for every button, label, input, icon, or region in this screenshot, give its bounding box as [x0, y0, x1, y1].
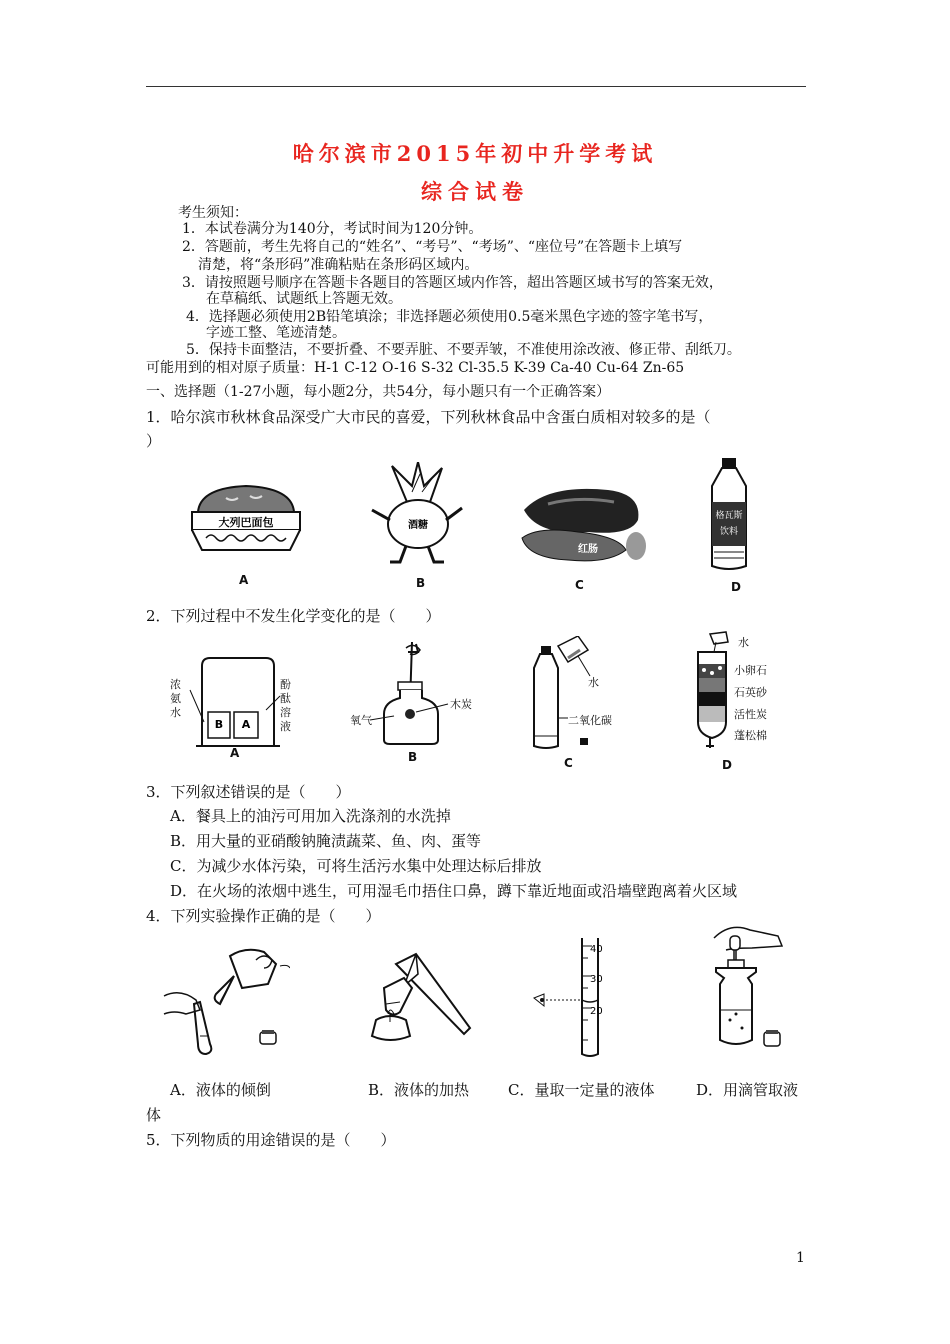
q3-option-c: C．为减少水体污染，可将生活污水集中处理达标后排放 — [170, 857, 542, 875]
q4-option-d: D．用滴管取液 — [696, 1081, 799, 1099]
tick-40: 40 — [590, 944, 603, 955]
q4-option-a: A．液体的倾倒 — [170, 1081, 271, 1099]
activated-carbon-label: 活性炭 — [734, 708, 767, 721]
q2-picture-a — [170, 650, 290, 762]
sausage-label: 红肠 — [578, 544, 598, 555]
a-left-char-1: 浓 — [170, 678, 181, 691]
water-label-c: 水 — [588, 676, 599, 689]
q4-option-d-cont: 体 — [146, 1106, 162, 1124]
beaker-b-label: B — [214, 718, 224, 731]
q5-stem: 5．下列物质的用途错误的是（ ） — [146, 1131, 396, 1149]
oxygen-bottle-diagram — [350, 640, 480, 750]
q2-picture-d — [680, 630, 790, 774]
heating-liquid-picture — [360, 944, 490, 1056]
tick-30: 30 — [590, 974, 603, 985]
q2-label-c: C — [564, 756, 573, 770]
page-number: 1 — [796, 1250, 805, 1266]
notice-item-1: 1．本试卷满分为140分，考试时间为120分钟。 — [182, 221, 483, 237]
q1-label-b: B — [416, 576, 426, 590]
bell-jar-diagram — [170, 650, 290, 748]
drink-bottle-picture — [706, 456, 752, 572]
a-right-char-4: 液 — [280, 720, 291, 733]
q2-label-b: B — [408, 750, 418, 764]
header-rule — [146, 86, 806, 87]
q3-option-b: B．用大量的亚硝酸钠腌渍蔬菜、鱼、肉、蛋等 — [170, 832, 482, 850]
q1-label-d: D — [731, 580, 741, 594]
sausage-picture — [518, 476, 646, 564]
a-left-char-3: 水 — [170, 706, 181, 719]
notice-item-2-cont: 清楚，将“条形码”准确粘贴在条形码区域内。 — [198, 257, 479, 273]
quartz-sand-label: 石英砂 — [734, 686, 767, 699]
water-filter-diagram — [680, 630, 740, 750]
notice-item-4-cont: 字迹工整、笔迹清楚。 — [206, 325, 346, 341]
charcoal-label: 木炭 — [450, 698, 472, 711]
bread-picture — [186, 478, 306, 558]
q1-label-c: C — [575, 578, 584, 592]
candy-label: 酒糖 — [408, 520, 428, 531]
a-right-char-1: 酚 — [280, 678, 291, 691]
a-left-char-2: 氨 — [170, 692, 181, 705]
beaker-a-label: A — [241, 718, 251, 731]
measuring-cylinder-picture — [530, 936, 626, 1060]
exam-subtitle: 综合试卷 — [421, 179, 529, 204]
a-right-char-2: 酞 — [280, 692, 291, 705]
q4-option-c: C．量取一定量的液体 — [508, 1081, 655, 1099]
notice-item-2: 2．答题前，考生先将自己的“姓名”、“考号”、“考场”、“座位号”在答题卡上填写 — [182, 239, 683, 255]
tick-20: 20 — [590, 1006, 603, 1017]
co2-label: 二氧化碳 — [568, 714, 612, 727]
q1-label-a: A — [239, 573, 249, 587]
dropper-picture — [690, 920, 800, 1060]
notice-item-4: 4．选择题必须使用2B铅笔填涂；非选择题必须使用0.5毫米黑色字迹的签字笔书写， — [186, 309, 713, 325]
a-right-char-3: 溶 — [280, 706, 291, 719]
q3-option-a: A．餐具上的油污可用加入洗涤剂的水洗掉 — [170, 807, 451, 825]
oxygen-label: 氧气 — [350, 714, 372, 727]
q4-option-b: B．液体的加热 — [368, 1081, 470, 1099]
q1-stem: 1．哈尔滨市秋林食品深受广大市民的喜爱，下列秋林食品中含蛋白质相对较多的是（ — [146, 408, 711, 426]
pouring-liquid-picture — [160, 944, 290, 1064]
q2-label-a: A — [230, 746, 240, 760]
candy-picture — [362, 462, 472, 566]
q2-picture-b — [350, 640, 480, 766]
exam-title: 哈尔滨市2015年初中升学考试 — [292, 141, 658, 166]
section-heading: 一、选择题（1-27小题，每小题2分，共54分，每小题只有一个正确答案） — [146, 384, 611, 400]
q3-option-d: D．在火场的浓烟中逃生，可用湿毛巾捂住口鼻，蹲下靠近地面或沿墙壁跑离着火区域 — [170, 882, 738, 900]
q1-stem-cont: ） — [146, 432, 162, 450]
notice-heading: 考生须知： — [178, 205, 248, 221]
atomic-masses: 可能用到的相对原子质量：H-1 C-12 O-16 S-32 Cl-35.5 K-39 Ca-40 Cu-64 Zn-65 — [146, 360, 685, 376]
co2-bottle-diagram — [528, 636, 658, 754]
notice-item-3-cont: 在草稿纸、试题纸上答题无效。 — [206, 291, 402, 307]
notice-item-3: 3．请按照题号顺序在答题卡各题目的答题区域内作答，超出答题区域书写的答案无效， — [182, 275, 723, 291]
cotton-label: 蓬松棉 — [734, 729, 767, 742]
bread-label: 大列巴面包 — [218, 516, 274, 529]
bottle-label-1: 格瓦斯 — [715, 511, 743, 521]
q3-stem: 3．下列叙述错误的是（ ） — [146, 783, 351, 801]
q2-picture-c — [528, 636, 658, 770]
pebble-label: 小卵石 — [734, 664, 767, 677]
q2-label-d: D — [722, 758, 732, 772]
bottle-label-2: 饮料 — [719, 527, 739, 537]
notice-item-5: 5．保持卡面整洁，不要折叠、不要弄脏、不要弄皱，不准使用涂改液、修正带、刮纸刀。 — [186, 342, 741, 358]
q4-stem: 4．下列实验操作正确的是（ ） — [146, 907, 381, 925]
q2-stem: 2．下列过程中不发生化学变化的是（ ） — [146, 607, 441, 625]
filter-water-label: 水 — [738, 636, 749, 649]
